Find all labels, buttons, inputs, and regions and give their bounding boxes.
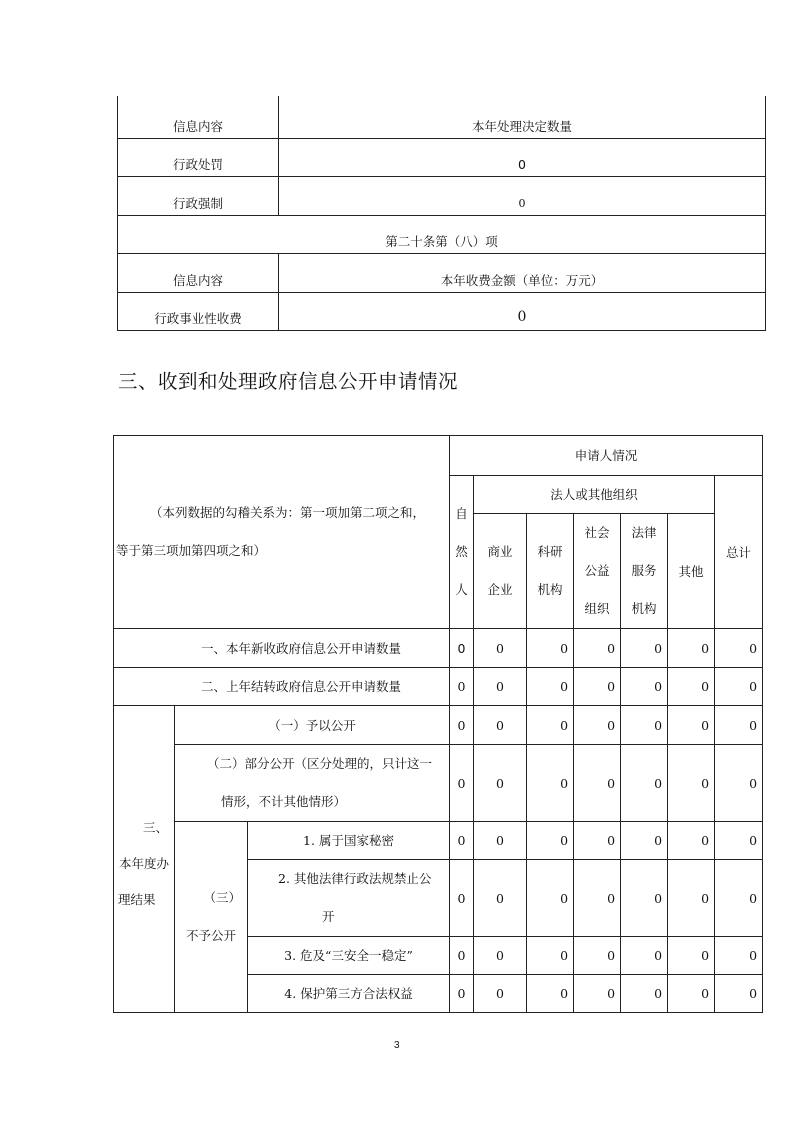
cell: 0 — [474, 745, 527, 822]
cell: 0 — [668, 668, 715, 706]
cell: 0 — [621, 629, 668, 668]
row-label: 1. 属于国家秘密 — [248, 822, 450, 860]
corner-note-line: （本列数据的勾稽关系为：第一项加第二项之和， — [150, 505, 426, 520]
cell: 0 — [715, 937, 763, 975]
table-row — [114, 745, 763, 822]
cell: 0 — [715, 745, 763, 822]
cell: 0 — [621, 822, 668, 860]
cell: 0 — [474, 860, 527, 937]
page-number: 3 — [394, 1040, 400, 1051]
cell: 0 — [668, 706, 715, 745]
not-public-label: （三） 不予公开 — [175, 822, 248, 1013]
cell: 0 — [450, 937, 474, 975]
table-row — [114, 436, 763, 476]
col-header-info: 信息内容 — [118, 253, 279, 292]
natural-person-header: 自 然 人 — [450, 476, 474, 629]
table-row — [118, 253, 766, 292]
cell: 0 — [450, 629, 474, 668]
cell: 0 — [474, 668, 527, 706]
cell: 0 — [527, 629, 574, 668]
cell: 0 — [527, 975, 574, 1013]
cell: 0 — [621, 706, 668, 745]
cell: 0 — [668, 860, 715, 937]
row-value: 0 — [279, 176, 766, 215]
row-label: 行政事业性收费 — [118, 292, 279, 330]
org-col-legal-service: 法律 服务 机构 — [621, 514, 668, 629]
cell: 0 — [450, 706, 474, 745]
corner-note-line: 等于第三项加第四项之和） — [116, 543, 267, 558]
cell: 0 — [574, 860, 621, 937]
applicant-header: 申请人情况 — [450, 436, 763, 476]
corner-note — [114, 436, 450, 629]
section-title: 三、收到和处理政府信息公开申请情况 — [118, 370, 459, 393]
decision-count-table — [117, 96, 766, 331]
cell: 0 — [474, 706, 527, 745]
row-label: 一、本年新收政府信息公开申请数量 — [114, 629, 450, 668]
cell: 0 — [474, 629, 527, 668]
col-header-info: 信息内容 — [118, 96, 279, 138]
cell: 0 — [621, 745, 668, 822]
cell: 0 — [574, 706, 621, 745]
row-label: 2. 其他法律行政法规禁止公 开 — [248, 860, 450, 937]
org-header: 法人或其他组织 — [474, 476, 715, 514]
table-row — [114, 822, 763, 860]
col-header-count: 本年处理决定数量 — [279, 96, 766, 138]
cell: 0 — [574, 822, 621, 860]
cell: 0 — [715, 822, 763, 860]
row-label: 3. 危及“三安全一稳定” — [248, 937, 450, 975]
cell: 0 — [715, 860, 763, 937]
table-row — [114, 668, 763, 706]
cell: 0 — [715, 975, 763, 1013]
cell: 0 — [450, 822, 474, 860]
cell: 0 — [715, 706, 763, 745]
table-row — [118, 176, 766, 215]
cell: 0 — [527, 937, 574, 975]
table-row — [118, 138, 766, 176]
cell: 0 — [574, 668, 621, 706]
cell: 0 — [474, 937, 527, 975]
cell: 0 — [621, 668, 668, 706]
row-label: 4. 保护第三方合法权益 — [248, 975, 450, 1013]
cell: 0 — [527, 706, 574, 745]
cell: 0 — [450, 745, 474, 822]
cell: 0 — [574, 975, 621, 1013]
cell: 0 — [574, 745, 621, 822]
total-header: 总计 — [715, 476, 763, 629]
table-row — [114, 706, 763, 745]
table-row — [114, 629, 763, 668]
section-header: 第二十条第（八）项 — [118, 215, 766, 253]
org-col-public-welfare: 社会 公益 组织 — [574, 514, 621, 629]
cell: 0 — [527, 668, 574, 706]
cell: 0 — [450, 860, 474, 937]
application-table — [113, 435, 763, 1013]
cell: 0 — [450, 975, 474, 1013]
cell: 0 — [574, 629, 621, 668]
table-row — [118, 215, 766, 253]
row-value: 0 — [279, 138, 766, 176]
table-row — [118, 96, 766, 138]
cell: 0 — [715, 668, 763, 706]
row-label: （一）予以公开 — [175, 706, 450, 745]
cell: 0 — [527, 822, 574, 860]
cell: 0 — [668, 745, 715, 822]
org-col-research: 科研 机构 — [527, 514, 574, 629]
row-label: （二）部分公开（区分处理的，只计这一 情形，不计其他情形） — [175, 745, 450, 822]
cell: 0 — [621, 937, 668, 975]
row-label: 二、上年结转政府信息公开申请数量 — [114, 668, 450, 706]
cell: 0 — [668, 822, 715, 860]
cell: 0 — [621, 860, 668, 937]
org-col-other: 其他 — [668, 514, 715, 629]
cell: 0 — [668, 937, 715, 975]
cell: 0 — [668, 975, 715, 1013]
table-row — [118, 292, 766, 330]
cell: 0 — [621, 975, 668, 1013]
cell: 0 — [668, 629, 715, 668]
row-value: 0 — [279, 292, 766, 330]
row-label: 行政处罚 — [118, 138, 279, 176]
cell: 0 — [474, 975, 527, 1013]
cell: 0 — [527, 745, 574, 822]
cell: 0 — [474, 822, 527, 860]
cell: 0 — [527, 860, 574, 937]
row-label: 行政强制 — [118, 176, 279, 215]
cell: 0 — [715, 629, 763, 668]
col-header-fee: 本年收费金额（单位：万元） — [279, 253, 766, 292]
group3-label: 三、 本年度办 理结果 — [114, 706, 175, 1013]
org-col-business: 商业 企业 — [474, 514, 527, 629]
cell: 0 — [574, 937, 621, 975]
cell: 0 — [450, 668, 474, 706]
